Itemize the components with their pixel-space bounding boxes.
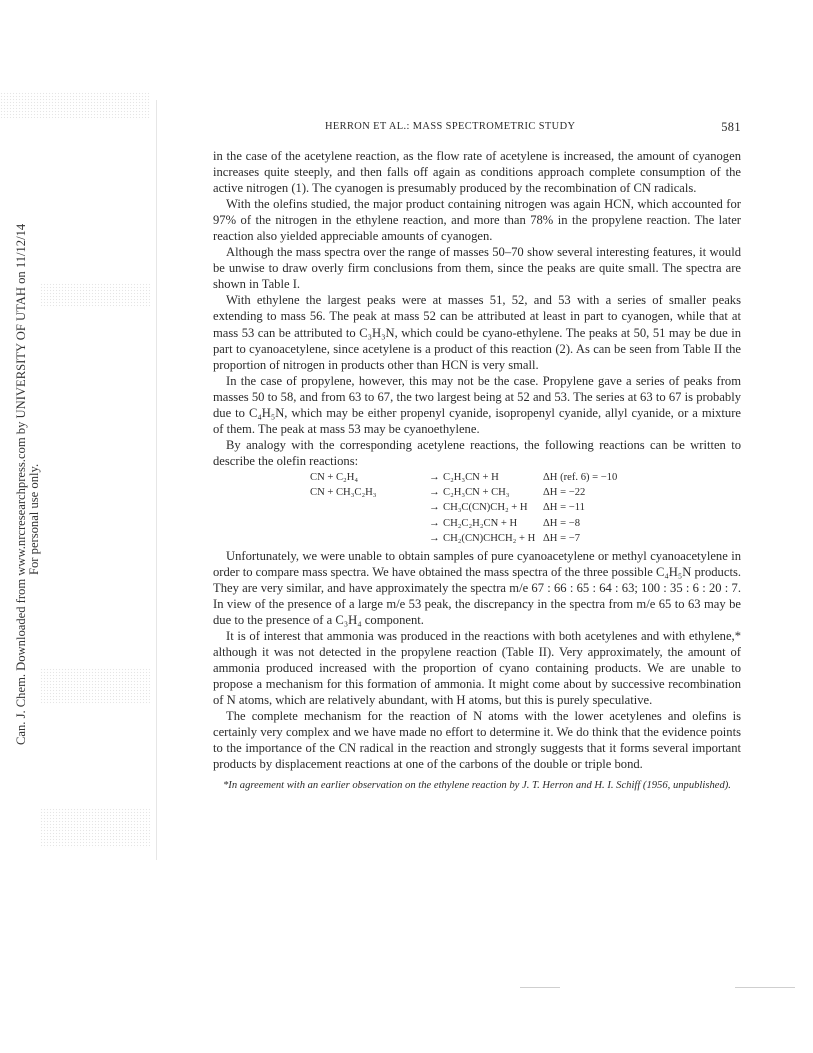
paragraph: The complete mechanism for the reaction of N atoms with the lower acetylenes and olefins is certainly very complex and we have made no effort to determine it. We do think that the evidence points to the importance of the CN radical in the reaction and strongly suggests that it forms several important products by displacement reactions at one of the carbons of the double or triple bond. (213, 709, 741, 772)
paragraph: By analogy with the corresponding acetylene reactions, the following reactions can be written to describe the olefin reactions: (213, 437, 741, 468)
products: CH₂C₂H₂CN + H (443, 517, 518, 529)
scan-artifact (40, 808, 150, 848)
paragraph: Unfortunately, we were unable to obtain samples of pure cyanoacetylene or methyl cyanoacetylene in order to compare mass spectra. We have obtained the mass spectra of the three possible C₄H₅N products. They are very similar, and have approximately the spectra m/e 67 : 66 : 65 : 64 : 63; 100 : 35 : 6 : 20 : 7. In view of the presence of a large m/e 53 peak, the discrepancy in the spectra from m/e 65 to 63 may be due to the presence of a C₃H₄ component. (213, 548, 741, 628)
enthalpy: ΔH = −7 (543, 532, 581, 544)
download-watermark (14, 223, 41, 745)
products: C₂H₃CN + CH₃ (443, 487, 510, 499)
scan-margin-line (156, 100, 157, 860)
scan-artifact (40, 668, 150, 704)
reactants: CN + CH₃C₂H₃ (310, 487, 377, 499)
footnote: *In agreement with an earlier observation on the ethylene reaction by J. T. Herron and H. I. Schiff (1956, unpublished). (223, 779, 731, 791)
paragraph: With ethylene the largest peaks were at masses 51, 52, and 53 with a series of smaller peaks extending to mass 56. The peak at mass 52 can be attributed at least in part to cyanogen, while that at mass 53 can be attributed to C₃H₃N, which could be cyano-ethylene. The peaks at 50, 51 may be due in part to cyanoacetylene, since acetylene is a product of this reaction (2). As can be seen from Table II the proportion of nitrogen in products other than HCN is very small. (213, 293, 741, 372)
reaction-line (213, 516, 741, 531)
paragraph: in the case of the acetylene reaction, as the flow rate of acetylene is increased, the amount of cyanogen increases quite steeply, and then falls off again as conditions approach complete consumption of the active nitrogen (1). The cyanogen is presumably produced by the recombination of CN radicals. (213, 149, 741, 196)
products: C₂H₃CN + H (443, 471, 499, 483)
paragraph: In the case of propylene, however, this may not be the case. Propylene gave a series of peaks from masses 50 to 58, and from 63 to 67, the two largest being at 52 and 53. The series at 63 to 67 is probably due to C₄H₅N, which may be either propenyl cyanide, isopropenyl cyanide, allyl cyanide, or a mixture of them. The peak at mass 53 may be cyanoethylene. (213, 373, 741, 436)
enthalpy: ΔH = −11 (543, 502, 585, 514)
running-title: HERRON ET AL.: MASS SPECTROMETRIC STUDY (325, 121, 576, 132)
paragraph: With the olefins studied, the major product containing nitrogen was again HCN, which accounted for 97% of the nitrogen in the ethylene reaction, and more than 78% in the propylene reaction. The later reaction also yielded appreciable amounts of cyanogen. (213, 197, 741, 244)
reaction-arrow: → (429, 502, 440, 514)
products: CH₂(CN)CHCH₂ + H (443, 532, 536, 544)
enthalpy: ΔH (ref. 6) = −10 (543, 471, 618, 483)
scan-artifact (0, 92, 150, 118)
enthalpy: ΔH = −8 (543, 517, 581, 529)
reaction-line (213, 470, 741, 485)
reaction-arrow: → (429, 532, 440, 544)
reaction-line (213, 531, 741, 546)
reactants: CN + C₂H₄ (310, 471, 359, 483)
article-body (213, 148, 741, 792)
products: CH₃C(CN)CH₂ + H (443, 502, 528, 514)
enthalpy: ΔH = −22 (543, 487, 586, 499)
reaction-arrow: → (429, 487, 440, 499)
scan-artifact (520, 987, 560, 988)
reaction-arrow: → (429, 471, 440, 483)
reaction-line (213, 500, 741, 515)
page-number: 581 (721, 120, 741, 134)
watermark-line-2: For personal use only. (27, 463, 41, 575)
watermark-line-1: Can. J. Chem. Downloaded from www.nrcresearchpress.com by UNIVERSITY OF UTAH on 11/12/14 (14, 223, 28, 745)
reaction-scheme (213, 470, 741, 546)
reaction-line (213, 485, 741, 500)
reaction-arrow: → (429, 517, 440, 529)
scan-artifact (40, 283, 150, 307)
scan-artifact (735, 987, 795, 988)
paragraph: It is of interest that ammonia was produced in the reactions with both acetylenes and with ethylene,* although it was not detected in the propylene reaction (Table II). Very approximately, the amount of ammonia produced increased with the proportion of cyano containing products. We are unable to propose a mechanism for this formation of ammonia. It might come about by successive recombination of N atoms, which are relatively abundant, with H atoms, but this is purely speculative. (213, 629, 741, 708)
paragraph: Although the mass spectra over the range of masses 50–70 show several interesting features, it would be unwise to draw overly firm conclusions from them, since the peaks are quite small. The spectra are shown in Table I. (213, 245, 741, 292)
